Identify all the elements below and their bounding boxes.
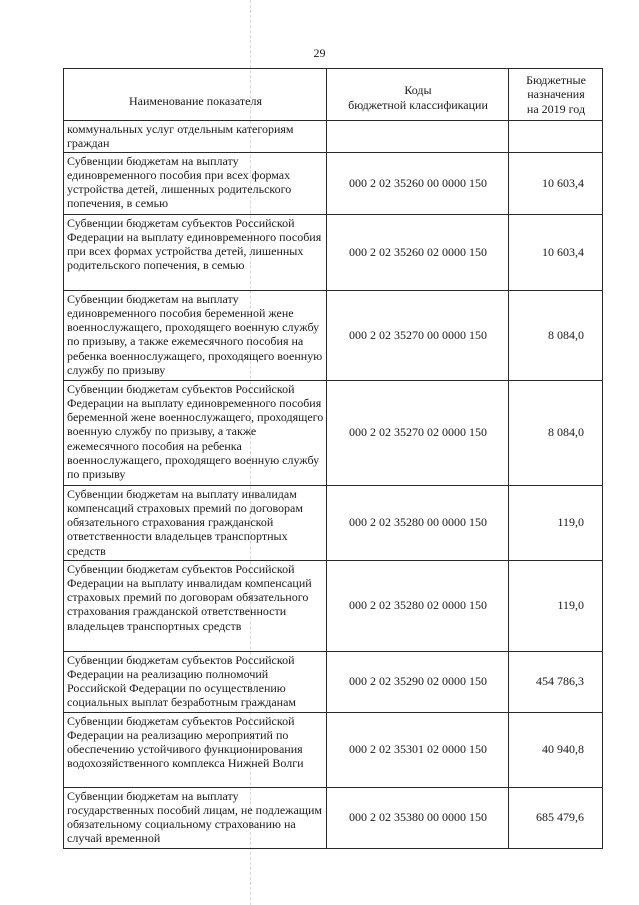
budget-amount-cell: 119,0 <box>509 560 603 651</box>
indicator-name-cell: Субвенции бюджетам на выплату государственных пособий лицам, не подлежащим обязательному социальному страхованию на случай временной <box>64 787 327 848</box>
budget-code-cell: 000 2 02 35290 02 0000 150 <box>327 651 509 712</box>
table-row <box>64 380 603 485</box>
header-amount: Бюджетные назначения на 2019 год <box>509 69 603 121</box>
table-row <box>64 485 603 560</box>
budget-code-cell: 000 2 02 35260 02 0000 150 <box>327 214 509 290</box>
indicator-name-cell: Субвенции бюджетам субъектов Российской Федерации на выплату единовременного пособия беременной жене военнослужащего, проходящего военную службу по призыву, а также ежемесячного пособия на ребенка военнослужащего, проходящего военную службу по призыву <box>64 380 327 485</box>
page-number: 29 <box>313 46 326 60</box>
indicator-name-cell: Субвенции бюджетам на выплату единовременного пособия при всех формах устройства детей, лишенных родительского попечения, в семью <box>64 152 327 214</box>
header-codes: Коды бюджетной классификации <box>327 69 509 121</box>
budget-amount-cell: 10 603,4 <box>509 152 603 214</box>
indicator-name-cell: Субвенции бюджетам субъектов Российской Федерации на реализацию полномочий Российской Федерации по осуществлению социальных выплат безработным гражданам <box>64 651 327 712</box>
budget-amount-cell: 10 603,4 <box>509 214 603 290</box>
budget-amount-cell: 454 786,3 <box>509 651 603 712</box>
budget-code-cell: 000 2 02 35301 02 0000 150 <box>327 712 509 787</box>
budget-code-cell: 000 2 02 35260 00 0000 150 <box>327 152 509 214</box>
indicator-name-cell: Субвенции бюджетам на выплату единовременного пособия беременной жене военнослужащего, проходящего военную службу по призыву, а также ежемесячного пособия на ребенка военнослужащего, проходящего военную службу по призыву <box>64 290 327 380</box>
table-row <box>64 787 603 848</box>
budget-code-cell: 000 2 02 35280 00 0000 150 <box>327 485 509 560</box>
table-row <box>64 214 603 290</box>
indicator-name-cell: Субвенции бюджетам на выплату инвалидам компенсаций страховых премий по договорам обязательного страхования гражданской ответственности владельцев транспортных средств <box>64 485 327 560</box>
table-row <box>64 121 603 153</box>
budget-code-cell: 000 2 02 35380 00 0000 150 <box>327 787 509 848</box>
budget-code-cell: 000 2 02 35280 02 0000 150 <box>327 560 509 651</box>
budget-code-cell: 000 2 02 35270 02 0000 150 <box>327 380 509 485</box>
budget-amount-cell: 8 084,0 <box>509 290 603 380</box>
indicator-name-cell: Субвенции бюджетам субъектов Российской Федерации на выплату единовременного пособия при всех формах устройства детей, лишенных родительского попечения, в семью <box>64 214 327 290</box>
table-row <box>64 712 603 787</box>
header-name: Наименование показателя <box>64 69 327 121</box>
budget-amount-cell: 685 479,6 <box>509 787 603 848</box>
budget-code-cell <box>327 121 509 153</box>
budget-amount-cell <box>509 121 603 153</box>
table-row <box>64 560 603 651</box>
budget-amount-cell: 119,0 <box>509 485 603 560</box>
budget-table <box>63 68 603 849</box>
table-row <box>64 290 603 380</box>
budget-amount-cell: 8 084,0 <box>509 380 603 485</box>
table-body <box>64 121 603 849</box>
table-row <box>64 651 603 712</box>
indicator-name-cell: Субвенции бюджетам субъектов Российской Федерации на реализацию мероприятий по обеспечению устойчивого функционирования водохозяйственного комплекса Нижней Волги <box>64 712 327 787</box>
table-row <box>64 152 603 214</box>
indicator-name-cell: Субвенции бюджетам субъектов Российской Федерации на выплату инвалидам компенсаций страховых премий по договорам обязательного страхования гражданской ответственности владельцев транспортных средств <box>64 560 327 651</box>
budget-amount-cell: 40 940,8 <box>509 712 603 787</box>
indicator-name-cell: коммунальных услуг отдельным категориям граждан <box>64 121 327 153</box>
table-header-row <box>64 69 603 121</box>
budget-code-cell: 000 2 02 35270 00 0000 150 <box>327 290 509 380</box>
